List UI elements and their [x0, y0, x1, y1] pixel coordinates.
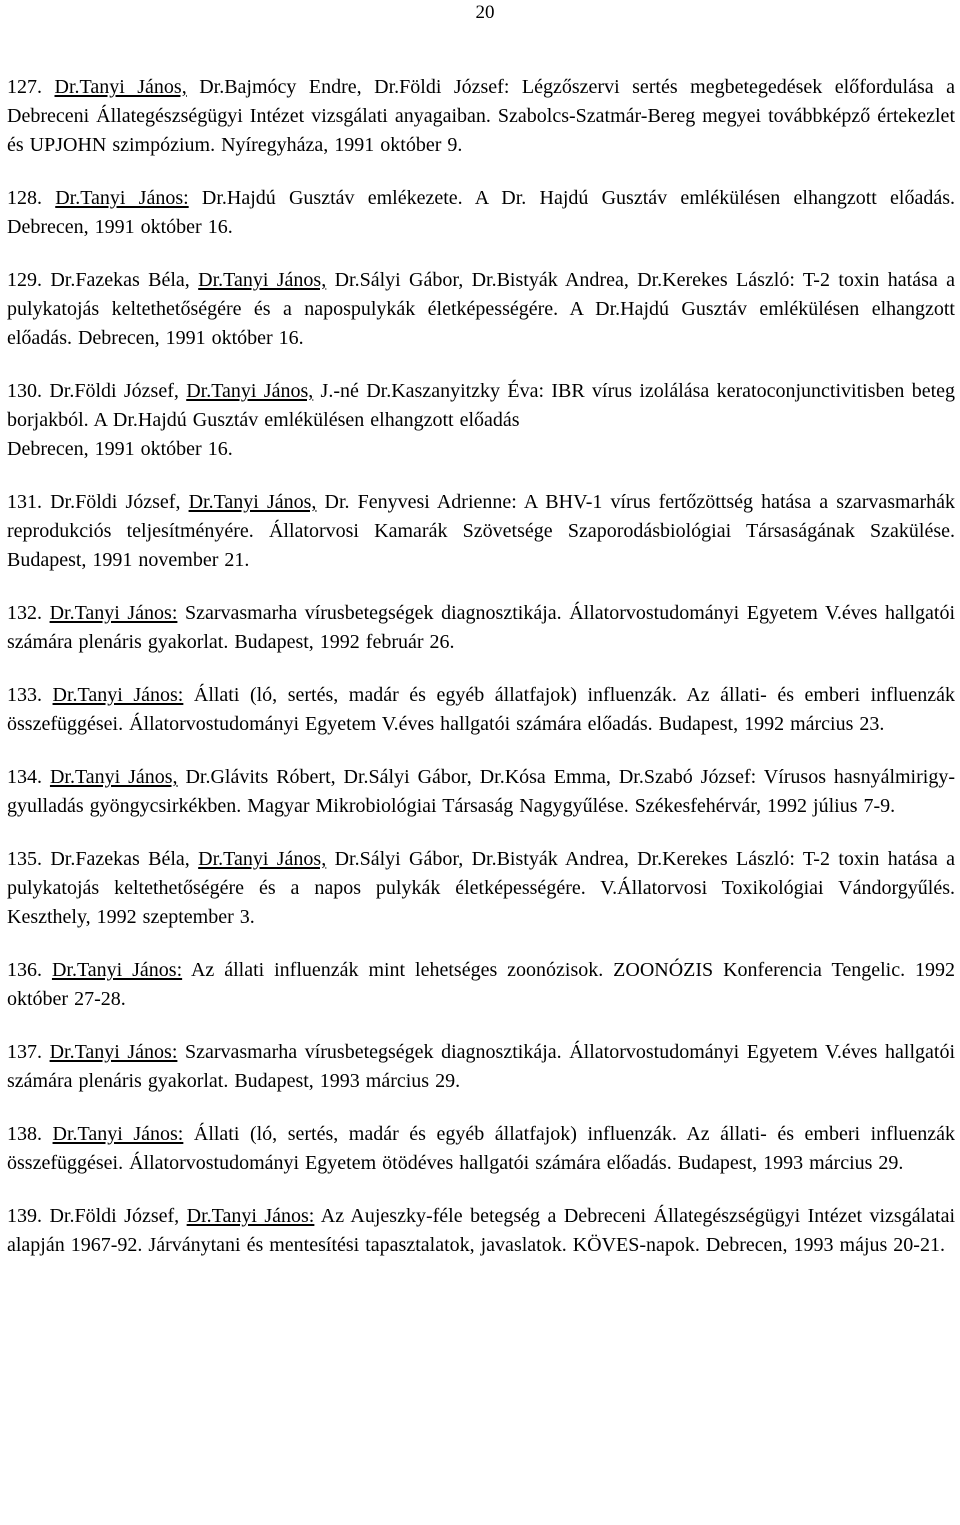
entry-text: Szarvasmarha vírusbetegségek diagnosztikája. Állatorvostudományi Egyetem V.éves hallgatói számára plenáris gyakorlat. Budapest, 1993 március 29.	[7, 1041, 955, 1092]
entry-text: Debrecen, 1991 október 16.	[7, 438, 233, 460]
entry-text: 130. Dr.Földi József,	[7, 380, 187, 402]
author-underlined: Dr.Tanyi János,	[54, 76, 187, 98]
publication-entry	[7, 488, 955, 575]
entry-text: Dr. Fenyvesi Adrienne: A BHV-1 vírus fertőzöttség hatása a szarvasmarhák reprodukciós teljesítményére. Állatorvosi Kamarák Szövetsége Szaporodásbiológiai Társaságának Szakülése. Budapest, 1991 november 21.	[7, 491, 956, 571]
entry-text: 139. Dr.Földi József,	[7, 1205, 187, 1227]
entry-text: Állati (ló, sertés, madár és egyéb állatfajok) influenzák. Az állati- és emberi influenzák összefüggései. Állatorvostudományi Egyetem ötödéves hallgatói számára előadás. Budapest, 1993 március 29.	[7, 1123, 956, 1174]
author-underlined: Dr.Tanyi János:	[52, 1123, 184, 1145]
entry-text: J.-né Dr.Kaszanyitzky Éva: IBR vírus izolálása keratoconjunctivitisben beteg borjakból. A Dr.Hajdú Gusztáv emlékülésen elhangzott előadás	[7, 380, 956, 431]
entry-text: Az Aujeszky-féle betegség a Debreceni Állategészségügyi Intézet vizsgálatai alapján 1967-92. Járványtani és mentesítési tapasztalatok, javaslatok. KÖVES-napok. Debrecen, 1993 május 20-21.	[7, 1205, 955, 1256]
author-underlined: Dr.Tanyi János,	[49, 766, 178, 788]
entry-text: 138.	[7, 1123, 53, 1145]
publication-entry	[7, 681, 955, 739]
author-underlined: Dr.Tanyi János:	[52, 684, 184, 706]
entry-text: 135. Dr.Fazekas Béla,	[7, 848, 199, 870]
entry-text: 136.	[7, 959, 52, 981]
page-number: 20	[475, 2, 495, 23]
publication-entry	[7, 599, 955, 657]
publication-entry	[7, 1202, 955, 1260]
entry-text: 132.	[7, 602, 50, 624]
publication-entry	[7, 1120, 955, 1178]
author-underlined: Dr.Tanyi János,	[186, 380, 314, 402]
author-underlined: Dr.Tanyi János,	[198, 848, 327, 870]
entry-text: Dr.Glávits Róbert, Dr.Sályi Gábor, Dr.Kósa Emma, Dr.Szabó József: Vírusos hasnyálmirigy-gyulladás gyöngycsirkékben. Magyar Mikrobiológiai Társaság Nagygyűlése. Székesfehérvár, 1992 július 7-9.	[7, 766, 955, 817]
author-underlined: Dr.Tanyi János:	[51, 959, 183, 981]
entry-text: Dr.Hajdú Gusztáv emlékezete. A Dr. Hajdú Gusztáv emlékülésen elhangzott előadás. Debrecen, 1991 október 16.	[7, 187, 955, 238]
entry-text: Állati (ló, sertés, madár és egyéb állatfajok) influenzák. Az állati- és emberi influenzák összefüggései. Állatorvostudományi Egyetem V.éves hallgatói számára előadás. Budapest, 1992 március 23.	[7, 684, 956, 735]
entry-text: 137.	[7, 1041, 50, 1063]
entry-text: Dr.Bajmócy Endre, Dr.Földi József: Légzőszervi sertés megbetegedések előfordulása a Debreceni Állategészségügyi Intézet vizsgálati anyagaiban. Szabolcs-Szatmár-Bereg megyei továbbképző értekezlet és UPJOHN szimpózium. Nyíregyháza, 1991 október 9.	[7, 76, 956, 156]
entry-text: Dr.Sályi Gábor, Dr.Bistyák Andrea, Dr.Kerekes László: T-2 toxin hatása a pulykatojás keltethetőségére és a napospulykák életképességére. A Dr.Hajdú Gusztáv emlékülésen elhangzott előadás. Debrecen, 1991 október 16.	[7, 269, 955, 349]
entry-text: Dr.Sályi Gábor, Dr.Bistyák Andrea, Dr.Kerekes László: T-2 toxin hatása a pulykatojás keltethetőségére és a napos pulykák életképességére. V.Állatorvosi Toxikológiai Vándorgyűlés. Keszthely, 1992 szeptember 3.	[7, 848, 955, 928]
author-underlined: Dr.Tanyi János:	[55, 187, 189, 209]
publication-entry	[7, 845, 955, 932]
entry-text: 133.	[7, 684, 53, 706]
entry-text: Az állati influenzák mint lehetséges zoonózisok. ZOONÓZIS Konferencia Tengelic. 1992 október 27-28.	[7, 959, 955, 1010]
author-underlined: Dr.Tanyi János,	[188, 491, 317, 513]
publication-entry	[7, 266, 955, 353]
publication-entry	[7, 956, 955, 1014]
publication-entry	[7, 763, 955, 821]
entry-text: 127.	[7, 76, 55, 98]
author-underlined: Dr.Tanyi János:	[49, 1041, 178, 1063]
publication-list	[7, 73, 955, 1284]
author-underlined: Dr.Tanyi János:	[186, 1205, 315, 1227]
entry-text: 131. Dr.Földi József,	[7, 491, 189, 513]
entry-text: 134.	[7, 766, 50, 788]
publication-entry	[7, 377, 955, 464]
author-underlined: Dr.Tanyi János:	[49, 602, 178, 624]
publication-entry	[7, 73, 955, 160]
entry-text: 128.	[7, 187, 56, 209]
author-underlined: Dr.Tanyi János,	[198, 269, 327, 291]
publication-entry	[7, 1038, 955, 1096]
publication-entry	[7, 184, 955, 242]
entry-text: 129. Dr.Fazekas Béla,	[7, 269, 199, 291]
entry-text: Szarvasmarha vírusbetegségek diagnosztikája. Állatorvostudományi Egyetem V.éves hallgatói számára plenáris gyakorlat. Budapest, 1992 február 26.	[7, 602, 955, 653]
